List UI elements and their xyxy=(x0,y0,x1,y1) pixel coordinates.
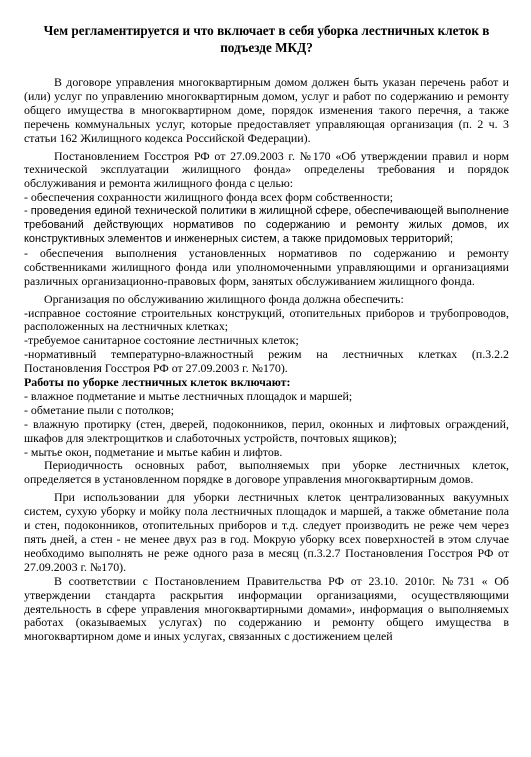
paragraph-periodicity: Периодичность основных работ, выполняемых при уборке лестничных клеток, определяется в установленном порядке в договоре управления многоквартирным домов. xyxy=(24,458,509,487)
list-item-work-3: - влажную протирку (стен, дверей, подоконников, перил, оконных и лифтовых ограждений, шкафов для электрощитков и слаботочных устройств, почтовых ящиков); xyxy=(24,416,509,445)
list-item-duty-1: -исправное состояние строительных конструкций, отопительных приборов и трубопроводов, расположенных на лестничных клетках; xyxy=(24,305,509,334)
list-item-goal-1: - обеспечения сохранности жилищного фонда всех форм собственности; xyxy=(24,190,394,205)
list-item-duty-2: -требуемое санитарное состояние лестничных клеток; xyxy=(24,333,299,348)
list-item-goal-2: - проведения единой технической политики в жилищной сфере, обеспечивающей выполнение требований действующих нормативов по содержанию и ремонту жилых домов, их конструктивных элементов и инженерных систем, а также придомовых территорий; xyxy=(24,205,509,245)
list-item-work-4: - мытье окон, подметание и мытье кабин и лифтов. xyxy=(24,444,283,459)
list-item-work-1: - влажное подметание и мытье лестничных площадок и маршей; xyxy=(24,388,353,403)
paragraph-organization-duties: Организация по обслуживанию жилищного фонда должна обеспечить: xyxy=(44,291,404,306)
document-title: Чем регламентируется и что включает в себя уборка лестничных клеток в подъезде МКД? xyxy=(43,23,490,55)
list-item-goal-3: - обеспечения выполнения установленных нормативов по содержанию и ремонту собственниками жилищного фонда или уполномоченными управляющими и организациями различных организационно-правовых форм, занятых обслуживанием жилищного фонда. xyxy=(24,245,509,288)
paragraph-government-decree: В соответствии с Постановлением Правительства РФ от 23.10. 2010г. №731 « Об утверждении стандарта раскрытия информации организациями, осуществляющими деятельность в сфере управления многоквартирными домами», информация о выполняемых работах (оказываемых услугах) по содержанию и ремонту общего имущества в многоквартирном доме и иных услугах, связанных с достижением целей xyxy=(24,573,509,644)
list-item-work-2: - обметание пыли с потолков; xyxy=(24,402,175,417)
section-heading-cleaning-works: Работы по уборке лестничных клеток включают: xyxy=(24,375,291,390)
paragraph-management-contract: В договоре управления многоквартирным домом должен быть указан перечень работ и (или) услуг по управлению многоквартирным домом, услуг и работ по содержанию и ремонту общего имущества в многоквартирном доме, порядок изменения такого перечня, а также перечень коммунальных услуг, которые предоставляет управляющая организация (п. 2 ч. 3 статьи 162 Жилищного кодекса Российской Федерации). xyxy=(24,75,509,145)
paragraph-vacuum-systems: При использовании для уборки лестничных клеток централизованных вакуумных систем, сухую уборку и мойку пола лестничных площадок и маршей, а также обметание пола и стен, подоконников, отопительных приборов и т.д. следует производить не реже чем через пять дней, а стен - не менее двух раз в год. Мокрую уборку всех поверхностей в этом случае необходимо выполнять не реже одного раза в месяц (п.3.2.7 Постановления Госстроя РФ от 27.09.2003 г. №170). xyxy=(24,490,509,574)
paragraph-gosstroy-goals: Постановлением Госстроя РФ от 27.09.2003 г. №170 «Об утверждении правил и норм технической эксплуатации жилищного фонда» определены требования и порядок обслуживания и ремонта жилищного фонда с целью: xyxy=(24,148,509,191)
list-item-duty-3: -нормативный температурно-влажностный режим на лестничных клетках (п.3.2.2 Постановления Госстроя РФ от 27.09.2003 г. №170). xyxy=(24,347,509,376)
